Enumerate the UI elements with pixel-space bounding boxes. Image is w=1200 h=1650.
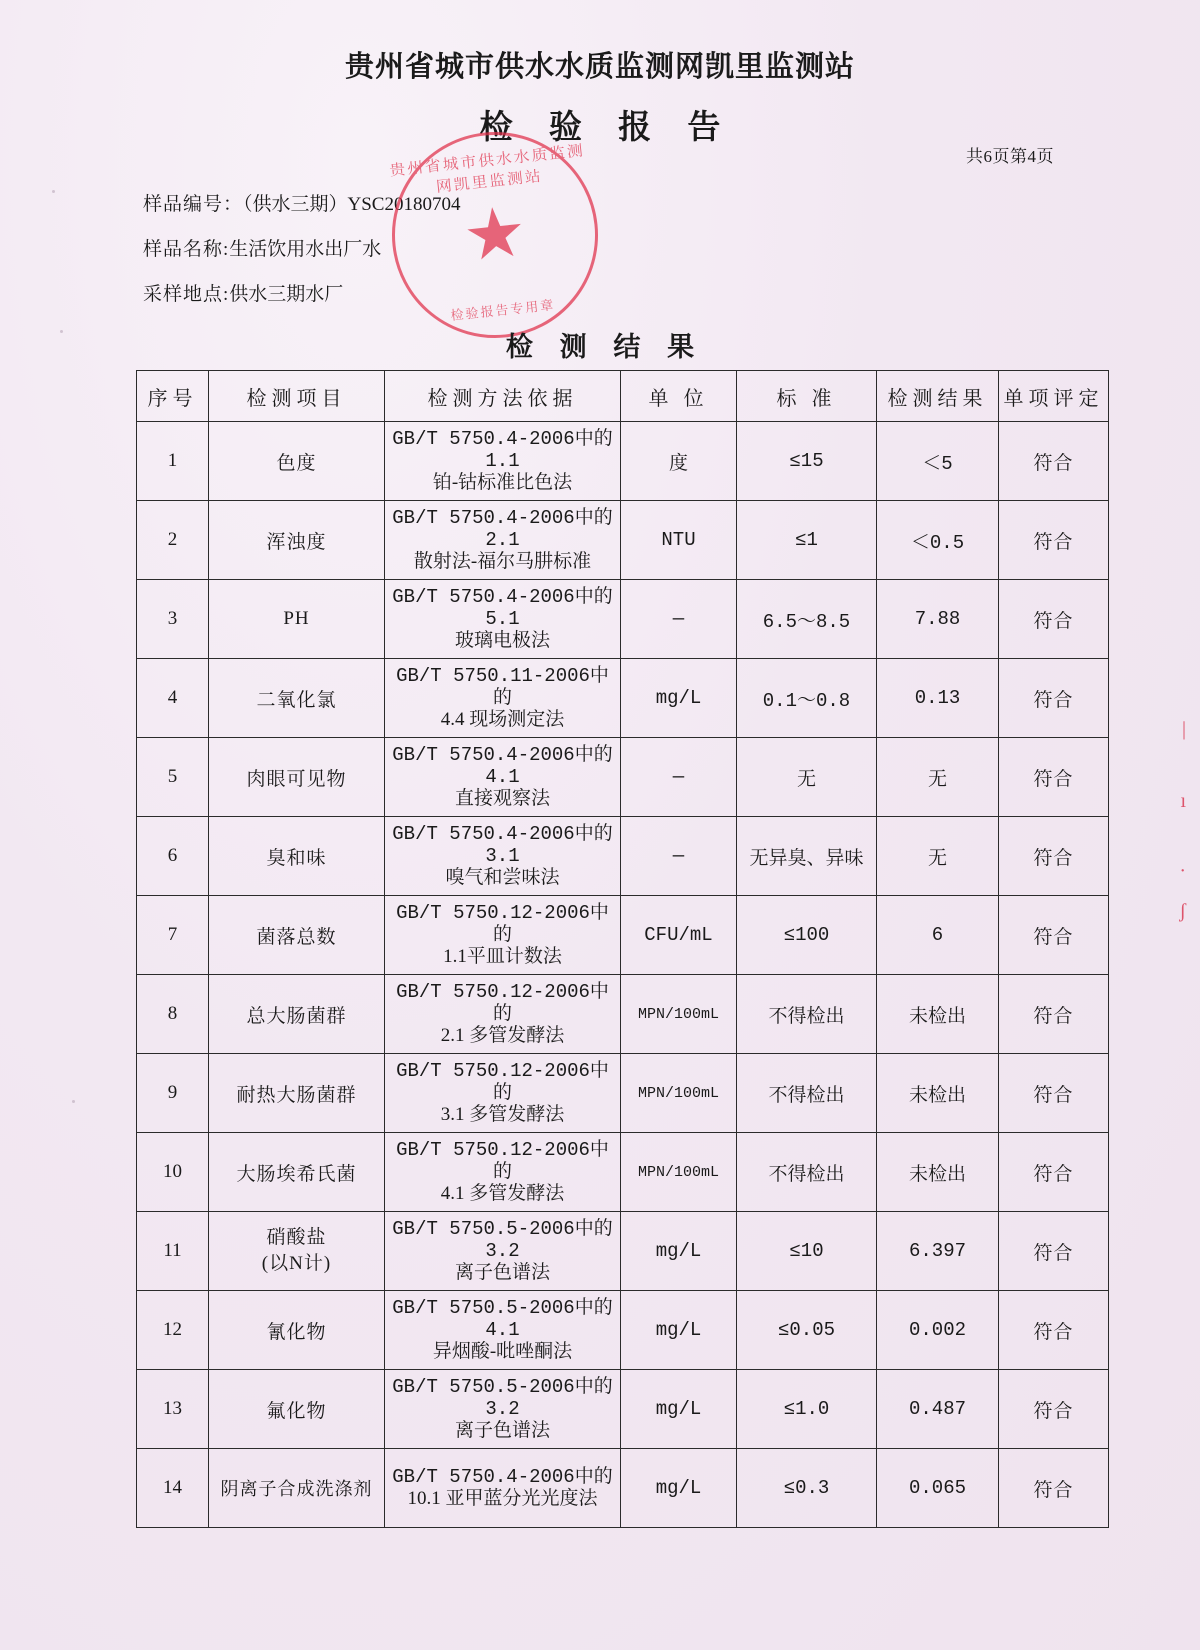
cell-evaluation: 符合 <box>999 501 1109 580</box>
method-line-2: 3.1 多管发酵法 <box>440 1104 565 1125</box>
table-row <box>137 1212 1109 1291</box>
cell-method <box>385 1054 621 1133</box>
cell-evaluation: 符合 <box>999 1054 1109 1133</box>
cell-method <box>385 1291 621 1370</box>
cell-result: 0.13 <box>877 659 999 738</box>
cell-unit: — <box>621 738 737 817</box>
cell-standard: ≤15 <box>737 422 877 501</box>
cell-unit: 度 <box>621 422 737 501</box>
cell-standard: 不得检出 <box>737 1133 877 1212</box>
cell-result: ＜0.5 <box>877 501 999 580</box>
sample-name-label: 样品名称: <box>143 239 230 260</box>
page-count-label: 共6页第4页 <box>966 147 1054 166</box>
table-row <box>137 1133 1109 1212</box>
cell-evaluation: 符合 <box>999 1133 1109 1212</box>
cell-item: PH <box>209 580 385 659</box>
cell-evaluation: 符合 <box>999 1291 1109 1370</box>
col-header-unit: 单 位 <box>621 371 737 422</box>
method-line-2: 4.1 多管发酵法 <box>440 1183 565 1204</box>
col-header-method: 检测方法依据 <box>385 371 621 422</box>
cell-item: 氟化物 <box>209 1370 385 1449</box>
method-line-1: GB/T 5750.4-2006中的1.1 <box>392 428 613 472</box>
cell-result: 无 <box>877 738 999 817</box>
method-line-1: GB/T 5750.4-2006中的3.1 <box>392 823 613 867</box>
cell-standard: ≤0.05 <box>737 1291 877 1370</box>
method-line-2: 嗅气和尝味法 <box>445 867 560 888</box>
method-line-1: GB/T 5750.4-2006中的 <box>392 1466 613 1488</box>
cell-index: 11 <box>137 1212 209 1291</box>
table-row <box>137 975 1109 1054</box>
cell-index: 14 <box>137 1449 209 1528</box>
table-row <box>137 1449 1109 1528</box>
table-row <box>137 659 1109 738</box>
cell-standard: 6.5～8.5 <box>737 580 877 659</box>
cell-unit: — <box>621 580 737 659</box>
cell-unit: MPN/100mL <box>621 1133 737 1212</box>
cell-index: 4 <box>137 659 209 738</box>
col-header-result: 检测结果 <box>877 371 999 422</box>
table-row <box>137 501 1109 580</box>
table-row <box>137 738 1109 817</box>
method-line-2: 直接观察法 <box>454 788 550 809</box>
method-line-2: 离子色谱法 <box>454 1420 550 1441</box>
table-row <box>137 896 1109 975</box>
cell-standard: ≤1 <box>737 501 877 580</box>
method-line-2: 10.1 亚甲蓝分光光度法 <box>407 1488 598 1509</box>
paper-speck <box>72 1100 75 1103</box>
method-line-2: 异烟酸-吡唑酮法 <box>432 1341 573 1362</box>
cell-result: 0.002 <box>877 1291 999 1370</box>
sample-site-label: 采样地点: <box>143 284 230 305</box>
cell-evaluation: 符合 <box>999 580 1109 659</box>
cell-index: 1 <box>137 422 209 501</box>
margin-ink-mark: ı <box>1180 790 1186 812</box>
cell-index: 6 <box>137 817 209 896</box>
cell-item: 菌落总数 <box>209 896 385 975</box>
cell-method <box>385 1133 621 1212</box>
cell-method <box>385 1212 621 1291</box>
table-row <box>137 1291 1109 1370</box>
cell-item: 浑浊度 <box>209 501 385 580</box>
seal-bottom-text: 检验报告专用章 <box>449 297 556 324</box>
sample-site-value: 供水三期水厂 <box>229 284 344 305</box>
cell-result: 无 <box>877 817 999 896</box>
cell-method <box>385 580 621 659</box>
cell-index: 8 <box>137 975 209 1054</box>
cell-index: 10 <box>137 1133 209 1212</box>
cell-item: 臭和味 <box>209 817 385 896</box>
margin-ink-mark: ʃ <box>1179 900 1186 922</box>
cell-unit: MPN/100mL <box>621 975 737 1054</box>
cell-method <box>385 422 621 501</box>
method-line-2: 玻璃电极法 <box>454 630 550 651</box>
cell-unit: mg/L <box>621 1212 737 1291</box>
sample-site-row <box>143 272 460 317</box>
cell-method <box>385 896 621 975</box>
cell-unit: — <box>621 817 737 896</box>
cell-index: 9 <box>137 1054 209 1133</box>
cell-method <box>385 738 621 817</box>
cell-item: 阴离子合成洗涤剂 <box>209 1449 385 1528</box>
table-row <box>137 422 1109 501</box>
margin-ink-mark: | <box>1181 718 1186 740</box>
cell-index: 2 <box>137 501 209 580</box>
method-line-1: GB/T 5750.12-2006中的 <box>396 981 609 1025</box>
seal-top-text: 贵州省城市供水水质监测网凯里监测站 <box>388 143 586 196</box>
cell-result: 未检出 <box>877 1054 999 1133</box>
cell-method <box>385 817 621 896</box>
cell-index: 5 <box>137 738 209 817</box>
sample-number-label: 样品编号： <box>143 194 244 215</box>
method-line-1: GB/T 5750.5-2006中的4.1 <box>392 1297 613 1341</box>
cell-unit: NTU <box>621 501 737 580</box>
margin-ink-mark: · <box>1179 860 1186 882</box>
table-row <box>137 580 1109 659</box>
results-section-title: 检 测 结 果 <box>505 332 705 362</box>
cell-unit: mg/L <box>621 1291 737 1370</box>
document-title: 检 验 报 告 <box>479 110 735 146</box>
method-line-1: GB/T 5750.5-2006中的3.2 <box>392 1376 613 1420</box>
col-header-standard: 标 准 <box>737 371 877 422</box>
paper-speck <box>52 190 55 193</box>
cell-standard: ≤10 <box>737 1212 877 1291</box>
item-line-2: (以N计) <box>261 1253 332 1274</box>
cell-unit: MPN/100mL <box>621 1054 737 1133</box>
method-line-2: 铂-钴标准比色法 <box>432 472 573 493</box>
cell-standard: ≤0.3 <box>737 1449 877 1528</box>
cell-evaluation: 符合 <box>999 817 1109 896</box>
cell-unit: mg/L <box>621 1370 737 1449</box>
cell-index: 3 <box>137 580 209 659</box>
cell-item: 二氧化氯 <box>209 659 385 738</box>
cell-evaluation: 符合 <box>999 738 1109 817</box>
cell-unit: mg/L <box>621 1449 737 1528</box>
cell-index: 12 <box>137 1291 209 1370</box>
cell-evaluation: 符合 <box>999 1370 1109 1449</box>
cell-result: 6 <box>877 896 999 975</box>
method-line-2: 2.1 多管发酵法 <box>440 1025 565 1046</box>
cell-method <box>385 975 621 1054</box>
method-line-1: GB/T 5750.4-2006中的5.1 <box>392 586 613 630</box>
sample-name-row <box>143 227 460 272</box>
test-results-table <box>136 370 1109 1528</box>
cell-item: 大肠埃希氏菌 <box>209 1133 385 1212</box>
cell-standard: 无异臭、异味 <box>737 817 877 896</box>
method-line-1: GB/T 5750.4-2006中的4.1 <box>392 744 613 788</box>
cell-evaluation: 符合 <box>999 975 1109 1054</box>
cell-result: 未检出 <box>877 975 999 1054</box>
method-line-2: 4.4 现场测定法 <box>440 709 565 730</box>
method-line-1: GB/T 5750.11-2006中的 <box>396 665 609 709</box>
method-line-1: GB/T 5750.12-2006中的 <box>396 1060 609 1104</box>
cell-item: 耐热大肠菌群 <box>209 1054 385 1133</box>
table-header-row <box>137 371 1109 422</box>
method-line-1: GB/T 5750.4-2006中的2.1 <box>392 507 613 551</box>
cell-item: 总大肠菌群 <box>209 975 385 1054</box>
cell-result: ＜5 <box>877 422 999 501</box>
cell-evaluation: 符合 <box>999 1449 1109 1528</box>
method-line-2: 离子色谱法 <box>454 1262 550 1283</box>
cell-result: 0.487 <box>877 1370 999 1449</box>
cell-unit: mg/L <box>621 659 737 738</box>
cell-standard: ≤100 <box>737 896 877 975</box>
cell-standard: 不得检出 <box>737 1054 877 1133</box>
method-line-1: GB/T 5750.12-2006中的 <box>396 1139 609 1183</box>
cell-item: 氰化物 <box>209 1291 385 1370</box>
cell-standard: 不得检出 <box>737 975 877 1054</box>
cell-evaluation: 符合 <box>999 896 1109 975</box>
cell-standard: ≤1.0 <box>737 1370 877 1449</box>
cell-method <box>385 659 621 738</box>
col-header-item: 检测项目 <box>209 371 385 422</box>
cell-item: 色度 <box>209 422 385 501</box>
organization-title: 贵州省城市供水水质监测网凯里监测站 <box>344 51 855 83</box>
table-row <box>137 1370 1109 1449</box>
cell-item: 肉眼可见物 <box>209 738 385 817</box>
paper-speck <box>60 330 63 333</box>
method-line-1: GB/T 5750.12-2006中的 <box>396 902 609 946</box>
cell-result: 未检出 <box>877 1133 999 1212</box>
cell-standard: 无 <box>737 738 877 817</box>
cell-evaluation: 符合 <box>999 1212 1109 1291</box>
cell-method <box>385 1370 621 1449</box>
cell-result: 6.397 <box>877 1212 999 1291</box>
method-line-1: GB/T 5750.5-2006中的3.2 <box>392 1218 613 1262</box>
sample-number-value: （供水三期）YSC20180704 <box>243 194 461 215</box>
cell-method <box>385 1449 621 1528</box>
sample-name-value: 生活饮用水出厂水 <box>229 239 382 260</box>
cell-unit: CFU/mL <box>621 896 737 975</box>
table-body <box>137 422 1109 1528</box>
sample-metadata <box>143 182 460 317</box>
item-line-1: 硝酸盐 <box>266 1227 327 1248</box>
cell-standard: 0.1～0.8 <box>737 659 877 738</box>
cell-evaluation: 符合 <box>999 422 1109 501</box>
cell-item <box>209 1212 385 1291</box>
table-row <box>137 817 1109 896</box>
method-line-2: 1.1平皿计数法 <box>443 946 562 967</box>
col-header-index: 序号 <box>137 371 209 422</box>
cell-method <box>385 501 621 580</box>
cell-index: 7 <box>137 896 209 975</box>
cell-index: 13 <box>137 1370 209 1449</box>
cell-result: 0.065 <box>877 1449 999 1528</box>
method-line-2: 散射法-福尔马肼标准 <box>413 551 592 572</box>
cell-evaluation: 符合 <box>999 659 1109 738</box>
cell-result: 7.88 <box>877 580 999 659</box>
col-header-evaluation: 单项评定 <box>999 371 1109 422</box>
sample-number-row <box>143 182 460 227</box>
table-row <box>137 1054 1109 1133</box>
